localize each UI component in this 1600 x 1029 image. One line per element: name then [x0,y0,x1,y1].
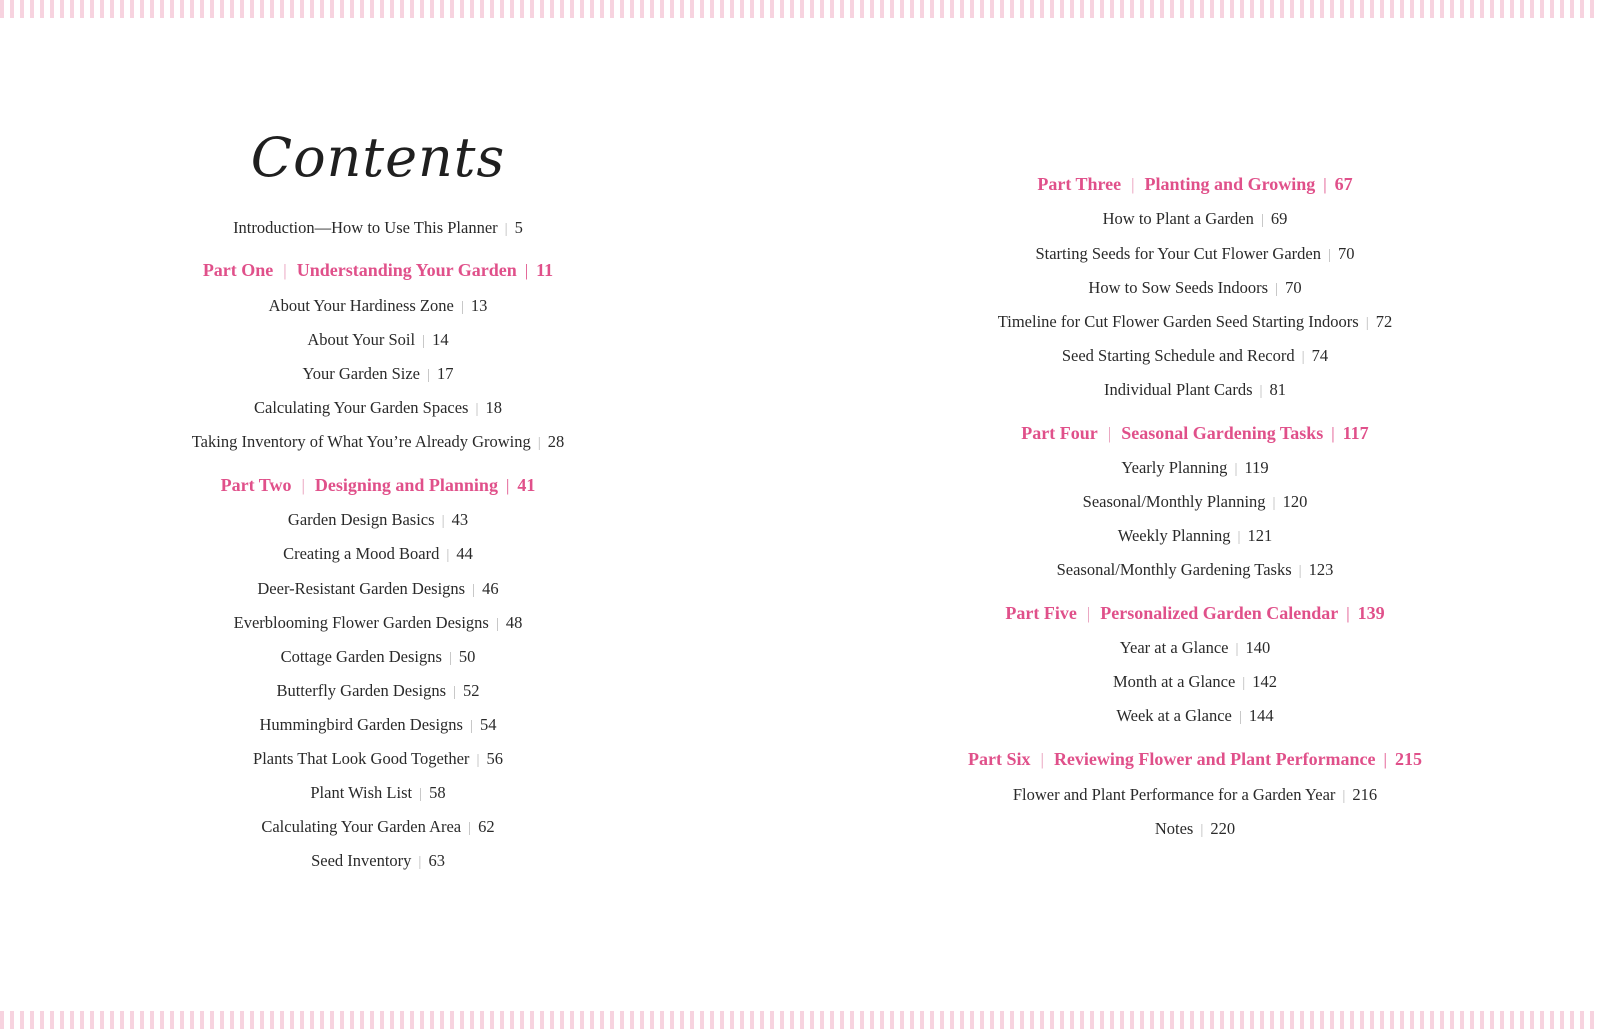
toc-entry-page: 44 [456,544,473,563]
toc-entry-title: Plants That Look Good Together [253,749,470,768]
toc-entry-page: 28 [547,432,565,451]
separator: | [1342,788,1346,804]
separator: | [453,684,457,700]
toc-entry[interactable] [190,509,566,532]
part-label: Part Two [220,475,292,495]
toc-entry-page: 144 [1248,706,1274,725]
separator: | [537,435,541,451]
separator: | [1275,281,1279,297]
toc-entry[interactable] [960,705,1430,728]
separator: | [1259,383,1263,399]
toc-entry[interactable] [960,784,1430,807]
part-page: 117 [1342,423,1369,443]
toc-entry[interactable] [190,714,566,737]
toc-entry-title: Timeline for Cut Flower Garden Seed Starting Indoors [997,312,1359,331]
toc-entry[interactable] [190,217,566,240]
separator: | [419,786,423,802]
toc-entry[interactable] [190,431,566,454]
toc-entry-title: Starting Seeds for Your Cut Flower Garden [1035,244,1321,263]
toc-entry-title: Cottage Garden Designs [280,647,442,666]
toc-entry-page: 13 [470,296,488,315]
toc-entry[interactable] [960,637,1430,660]
toc-entry-page: 142 [1252,672,1278,691]
toc-entry-page: 220 [1210,819,1236,838]
toc-entry-page: 54 [480,715,497,734]
toc-entry-page: 56 [486,749,503,768]
separator: | [422,333,426,349]
separator: | [418,854,422,870]
part-title: Personalized Garden Calendar [1100,603,1339,623]
toc-entry-page: 62 [478,817,495,836]
toc-entry[interactable] [960,379,1430,402]
toc-entry-page: 70 [1338,244,1355,263]
toc-entry[interactable] [960,818,1430,841]
part-page: 215 [1394,749,1422,769]
toc-entry-page: 140 [1245,638,1271,657]
part-page: 67 [1334,174,1353,194]
separator: | [460,299,464,315]
part-heading[interactable] [190,474,566,497]
part-title: Designing and Planning [314,475,498,495]
toc-entry-title: How to Sow Seeds Indoors [1088,278,1269,297]
toc-entry-title: Creating a Mood Board [283,544,440,563]
separator: | [524,261,529,280]
toc-entry-page: 69 [1270,209,1288,228]
part-heading[interactable] [960,173,1430,196]
toc-entry-title: Your Garden Size [302,364,420,383]
separator: | [1237,529,1241,545]
toc-entry[interactable] [960,345,1430,368]
part-label: Part Five [1005,603,1077,623]
separator: | [1260,212,1264,228]
separator: | [1323,175,1327,194]
decorative-stripe-bottom [0,1011,1600,1029]
toc-entry-page: 52 [463,681,480,700]
separator: | [1383,750,1387,769]
toc-entry-title: Butterfly Garden Designs [276,681,447,700]
separator: | [505,476,510,495]
part-title: Planting and Growing [1144,174,1316,194]
toc-entry-title: Month at a Glance [1112,672,1236,691]
toc-entry[interactable] [190,646,566,669]
part-page: 139 [1357,603,1385,623]
separator: | [283,261,287,280]
toc-entry[interactable] [190,816,566,839]
part-title: Seasonal Gardening Tasks [1121,423,1324,443]
toc-entry[interactable] [190,543,566,566]
toc-entry-page: 17 [437,364,454,383]
toc-entry-page: 43 [451,510,469,529]
toc-entry-title: Seed Inventory [311,851,412,870]
toc-entry[interactable] [190,850,566,873]
toc-entry-title: About Your Soil [307,330,416,349]
part-title: Reviewing Flower and Plant Performance [1053,749,1376,769]
toc-entry-page: 81 [1269,380,1286,399]
separator: | [468,820,472,836]
separator: | [1040,750,1044,769]
toc-entry-title: Yearly Planning [1121,458,1228,477]
separator: | [1272,495,1276,511]
toc-entry-page: 70 [1285,278,1302,297]
separator: | [1301,349,1305,365]
separator: | [475,401,479,417]
separator: | [1238,709,1242,725]
separator: | [1242,675,1246,691]
part-label: Part Three [1037,174,1122,194]
separator: | [1328,247,1332,263]
decorative-stripe-top [0,0,1600,18]
toc-entry-page: 50 [458,647,476,666]
toc-entry-title: Garden Design Basics [287,510,435,529]
separator: | [301,476,305,495]
separator: | [1200,822,1204,838]
toc-entry-title: Seasonal/Monthly Gardening Tasks [1056,560,1292,579]
part-heading[interactable] [960,602,1430,625]
toc-entry-title: Deer-Resistant Garden Designs [257,579,466,598]
toc-entry-title: About Your Hardiness Zone [268,296,454,315]
toc-entry-page: 72 [1375,312,1393,331]
toc-entry[interactable] [190,397,566,420]
toc-entry-page: 119 [1244,458,1269,477]
part-label: Part Six [968,749,1031,769]
separator: | [1234,461,1238,477]
separator: | [472,582,476,598]
toc-entry-title: Plant Wish List [310,783,413,802]
toc-entry-title: How to Plant a Garden [1102,209,1254,228]
separator: | [1346,604,1350,623]
toc-entry-title: Week at a Glance [1116,706,1232,725]
part-heading[interactable] [960,422,1430,445]
toc-entry[interactable] [190,782,566,805]
toc-entry[interactable] [190,363,566,386]
toc-entry[interactable] [960,277,1430,300]
toc-entry[interactable] [960,525,1430,548]
toc-entry[interactable] [190,680,566,703]
separator: | [495,616,499,632]
part-heading[interactable] [190,259,566,282]
toc-entry[interactable] [960,671,1430,694]
toc-entry-page: 5 [514,218,523,237]
toc-entry[interactable] [960,559,1430,582]
toc-entry-title: Individual Plant Cards [1104,380,1253,399]
separator: | [504,221,508,237]
separator: | [441,513,445,529]
toc-entry-page: 18 [485,398,502,417]
toc-entry-title: Notes [1154,819,1194,838]
toc-entry[interactable] [960,208,1430,231]
separator: | [446,547,450,563]
toc-entry-page: 48 [505,613,523,632]
toc-entry[interactable] [190,295,566,318]
toc-entry[interactable] [190,329,566,352]
part-page: 41 [517,475,536,495]
toc-entry-title: Seed Starting Schedule and Record [1061,346,1295,365]
toc-entry-page: 63 [428,851,445,870]
separator: | [1086,604,1091,623]
toc-entry[interactable] [190,748,566,771]
contents-heading: Contents [250,126,506,189]
toc-entry-title: Calculating Your Garden Area [261,817,462,836]
toc-entry-page: 74 [1311,346,1329,365]
toc-entry-title: Flower and Plant Performance for a Garden Year [1012,785,1336,804]
toc-entry-title: Taking Inventory of What You’re Already Growing [191,432,531,451]
toc-entry[interactable] [960,457,1430,480]
toc-entry-title: Everblooming Flower Garden Designs [233,613,489,632]
toc-entry[interactable] [190,578,566,601]
toc-entry[interactable] [960,491,1430,514]
part-label: Part Four [1021,423,1098,443]
toc-entry-title: Introduction—How to Use This Planner [233,218,498,237]
toc-entry-page: 58 [429,783,446,802]
part-page: 11 [536,260,554,280]
separator: | [1131,175,1135,194]
toc-entry-title: Calculating Your Garden Spaces [254,398,469,417]
toc-entry-title: Hummingbird Garden Designs [259,715,463,734]
toc-entry-title: Weekly Planning [1117,526,1231,545]
part-heading[interactable] [960,748,1430,771]
part-title: Understanding Your Garden [296,260,517,280]
toc-entry-title: Year at a Glance [1119,638,1229,657]
separator: | [1365,315,1369,331]
separator: | [1298,563,1302,579]
toc-entry-page: 46 [482,579,499,598]
separator: | [1107,424,1112,443]
separator: | [426,367,430,383]
separator: | [469,718,473,734]
separator: | [476,752,480,768]
toc-entry-page: 216 [1352,785,1378,804]
toc-entry[interactable] [190,612,566,635]
toc-entry-title: Seasonal/Monthly Planning [1082,492,1266,511]
toc-entry-page: 14 [432,330,449,349]
toc-entry-page: 121 [1247,526,1273,545]
toc-entry[interactable] [960,243,1430,266]
separator: | [448,650,452,666]
separator: | [1331,424,1335,443]
separator: | [1235,641,1239,657]
toc-entry[interactable] [960,311,1430,334]
toc-entry-page: 123 [1308,560,1334,579]
toc-entry-page: 120 [1282,492,1308,511]
part-label: Part One [202,260,274,280]
